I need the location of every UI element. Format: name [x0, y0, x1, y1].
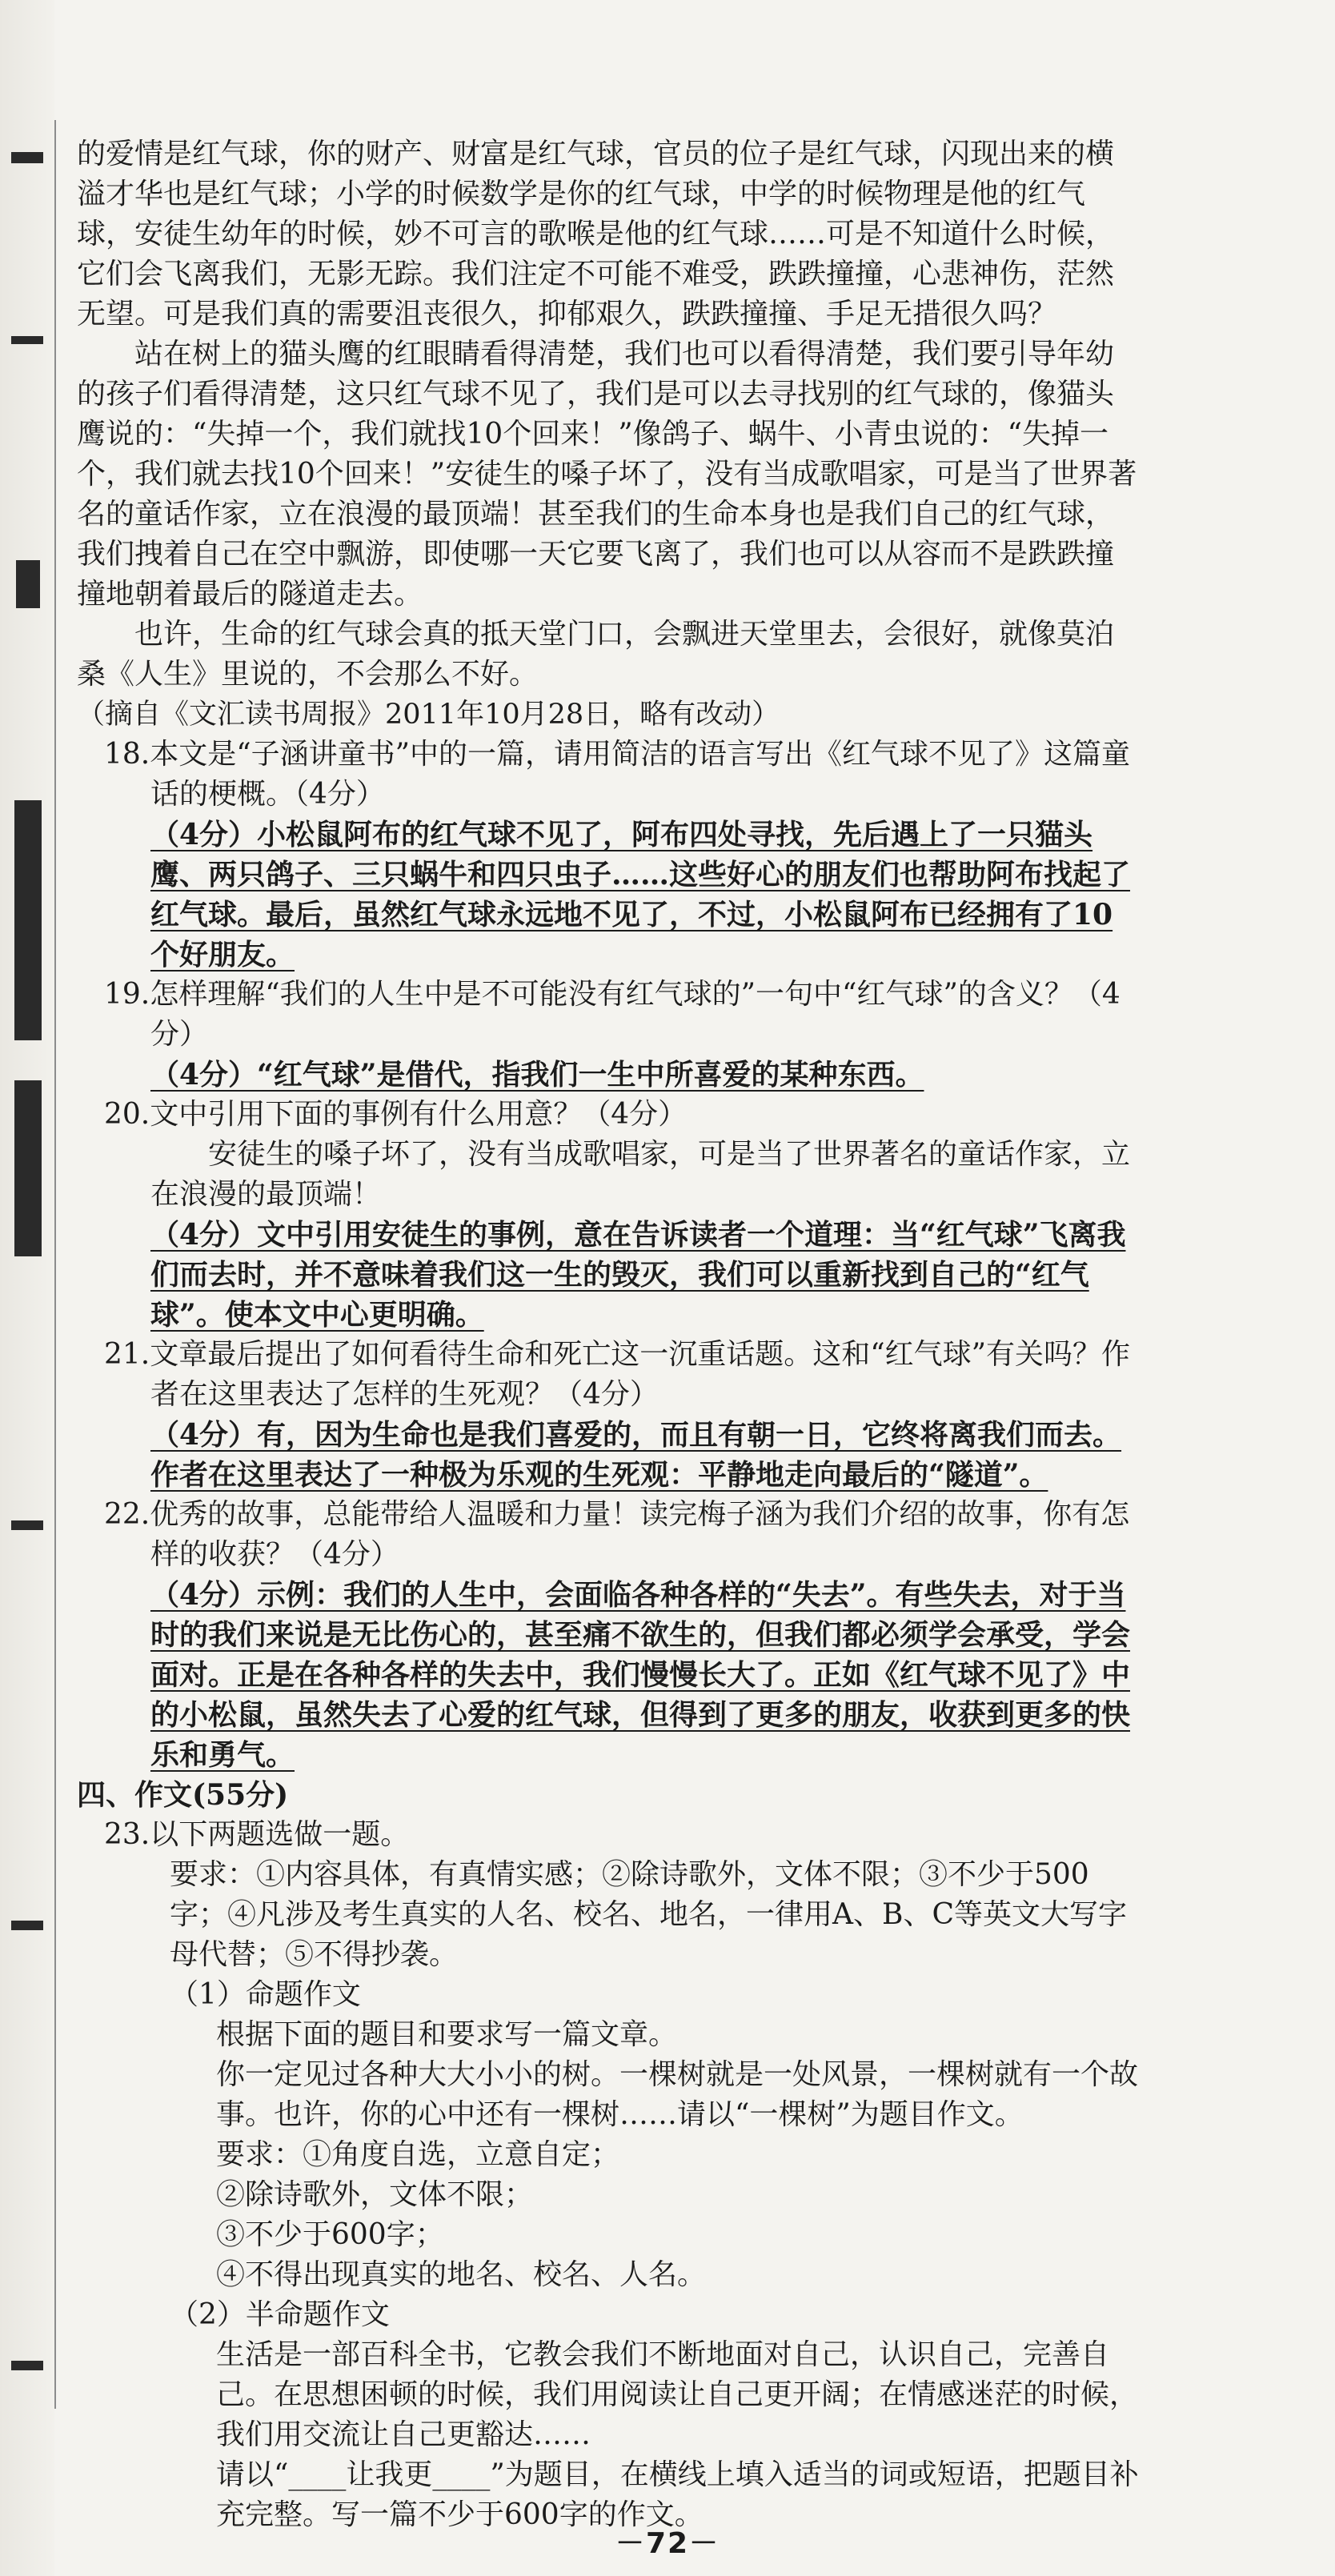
margin-mark — [14, 1080, 42, 1256]
option-1-line: ②除诗歌外，文体不限； — [216, 2178, 534, 2211]
question-22: 22.优秀的故事，总能带给人温暖和力量！读完梅子涵为我们介绍的故事，你有怎样的收获？（4分） — [104, 1498, 1130, 1571]
question-18: 18.本文是“子涵讲童书”中的一篇，请用简洁的语言写出《红气球不见了》这篇童话的梗概。（4分） — [104, 738, 1131, 811]
passage-paragraph: 也许，生命的红气球会真的抵天堂门口，会飘进天堂里去，会很好，就像莫泊桑《人生》里说的，不会那么不好。 — [77, 618, 1115, 691]
margin-mark — [11, 336, 43, 344]
binding-margin — [0, 0, 54, 2576]
option-1-line: ③不少于600字； — [216, 2218, 444, 2251]
source-citation: （摘自《文汇读书周报》2011年10月28日，略有改动） — [77, 699, 780, 731]
margin-mark — [11, 2361, 43, 2370]
option-2-title: （2）半命题作文 — [170, 2298, 390, 2331]
question-23: 23.以下两题选做一题。 — [104, 1818, 410, 1851]
option-1-line: ④不得出现真实的地名、校名、人名。 — [216, 2258, 707, 2291]
option-1-line: 要求：①角度自选，立意自定； — [216, 2138, 620, 2171]
answer-22: （4分）示例：我们的人生中，会面临各种各样的“失去”。有些失去，对于当时的我们来说是无比伤心的，甚至痛不欲生的，但我们都必须学会承受，学会面对。正是在各种各样的失去中，我们慢慢长大了。正如《红气球不见了》中的小松鼠，虽然失去了心爱的红气球，但得到了更多的朋友，收获到更多的快乐和勇气。 — [150, 1578, 1131, 1772]
option-1-title: （1）命题作文 — [170, 1978, 361, 2011]
margin-mark — [11, 1921, 43, 1930]
margin-mark — [16, 560, 40, 608]
margin-mark — [11, 1520, 43, 1530]
answer-21: （4分）有，因为生命也是我们喜爱的，而且有朝一日，它终将离我们而去。作者在这里表达了一种极为乐观的生死观：平静地走向最后的“隧道”。 — [150, 1418, 1122, 1492]
margin-mark — [11, 152, 43, 163]
answer-20: （4分）文中引用安徒生的事例，意在告诉读者一个道理：当“红气球”飞离我们而去时，并不意味着我们这一生的毁灭，我们可以重新找到自己的“红气球”。使本文中心更明确。 — [150, 1218, 1126, 1332]
binding-line — [54, 120, 56, 2409]
question-21: 21.文章最后提出了如何看待生命和死亡这一沉重话题。这和“红气球”有关吗？作者在这里表达了怎样的生死观？（4分） — [104, 1338, 1131, 1411]
margin-mark — [14, 800, 42, 1040]
essay-requirements: 要求：①内容具体，有真情实感；②除诗歌外，文体不限；③不少于500字；④凡涉及考生真实的人名、校名、地名，一律用A、B、C等英文大写字母代替；⑤不得抄袭。 — [170, 1858, 1127, 1971]
answer-19: （4分）“红气球”是借代，指我们一生中所喜爱的某种东西。 — [150, 1058, 924, 1092]
passage-paragraph: 的爱情是红气球，你的财产、财富是红气球，官员的位子是红气球，闪现出来的横溢才华也是红气球；小学的时候数学是你的红气球，中学的时候物理是他的红气球，安徒生幼年的时候，妙不可言的歌喉是他的红气球……可是不知道什么时候，它们会飞离我们，无影无踪。我们注定不可能不难受，跌跌撞撞，心悲神伤，茫然无望。可是我们真的需要沮丧很久，抑郁艰久，跌跌撞撞、手足无措很久吗？ — [77, 138, 1115, 331]
page-number: －72－ — [615, 2527, 720, 2560]
question-20: 20.文中引用下面的事例有什么用意？（4分） — [104, 1098, 688, 1131]
option-1-line: 根据下面的题目和要求写一篇文章。 — [216, 2018, 678, 2051]
option-2-line: 请以“____让我更____”为题目，在横线上填入适当的词或短语，把题目补充完整。写一篇不少于600字的作文。 — [216, 2458, 1139, 2531]
option-1-line: 你一定见过各种大大小小的树。一棵树就是一处风景，一棵树就有一个故事。也许，你的心中还有一棵树……请以“一棵树”为题目作文。 — [216, 2058, 1139, 2131]
passage-paragraph: 站在树上的猫头鹰的红眼睛看得清楚，我们也可以看得清楚，我们要引导年幼的孩子们看得清楚，这只红气球不见了，我们是可以去寻找别的红气球的，像猫头鹰说的：“失掉一个，我们就找10个回来！”像鸽子、蜗牛、小青虫说的：“失掉一个，我们就去找10个回来！”安徒生的嗓子坏了，没有当成歌唱家，可是当了世界著名的童话作家，立在浪漫的最顶端！甚至我们的生命本身也是我们自己的红气球，我们拽着自己在空中飘游，即使哪一天它要飞离了，我们也可以从容而不是跌跌撞撞地朝着最后的隧道走去。 — [77, 338, 1137, 611]
option-2-line: 生活是一部百科全书，它教会我们不断地面对自己，认识自己，完善自己。在思想困顿的时候，我们用阅读让自己更开阔；在情感迷茫的时候，我们用交流让自己更豁达…… — [216, 2338, 1139, 2451]
answer-18: （4分）小松鼠阿布的红气球不见了，阿布四处寻找，先后遇上了一只猫头鹰、两只鸽子、三只蜗牛和四只虫子……这些好心的朋友们也帮助阿布找起了红气球。最后，虽然红气球永远地不见了，不过，小松鼠阿布已经拥有了10个好朋友。 — [150, 818, 1131, 972]
page-content — [77, 134, 1141, 2535]
section-heading: 四、作文(55分) — [77, 1778, 289, 1812]
quoted-example: 安徒生的嗓子坏了，没有当成歌唱家，可是当了世界著名的童话作家，立在浪漫的最顶端！ — [150, 1138, 1131, 1211]
question-19: 19.怎样理解“我们的人生中是不可能没有红气球的”一句中“红气球”的含义？（4分） — [104, 978, 1121, 1051]
